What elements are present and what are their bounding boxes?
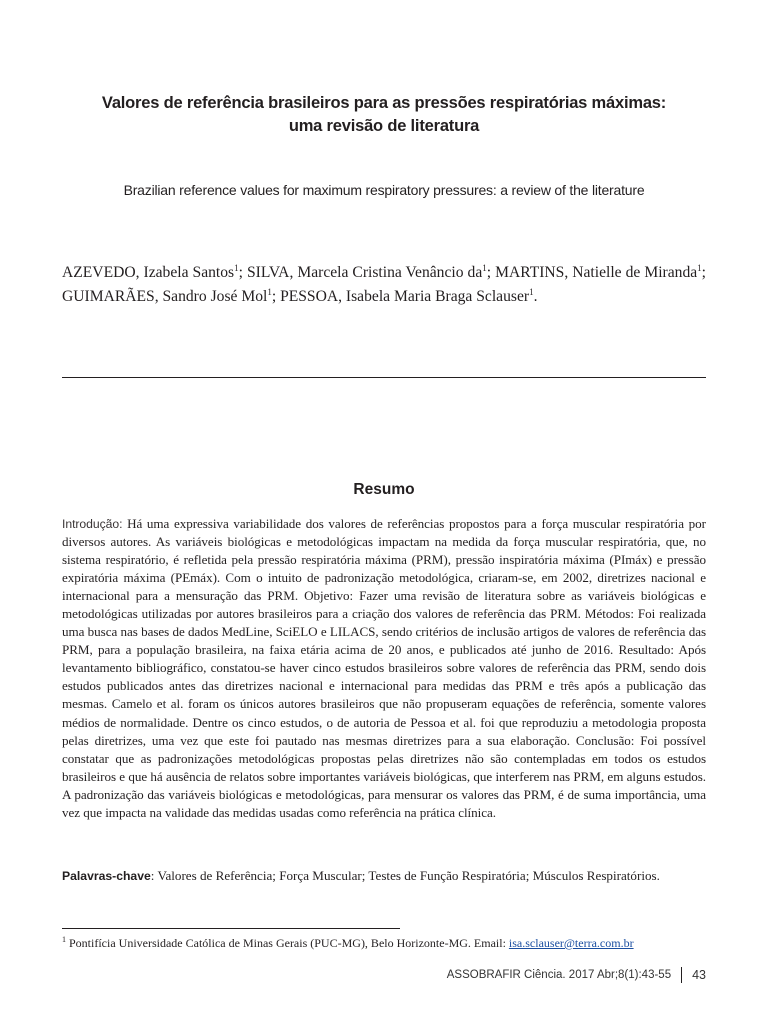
author: AZEVEDO, Izabela Santos$^1$; — [62, 262, 247, 281]
journal-citation: ASSOBRAFIR Ciência. 2017 Abr;8(1):43-55 — [446, 969, 672, 981]
page-number: 43 — [692, 968, 706, 982]
abstract-lead: Introdução: — [62, 517, 123, 531]
email-link[interactable]: isa.sclauser@terra.com.br — [508, 936, 634, 950]
footnote-marker: 1 — [62, 935, 66, 944]
keywords-text: : Valores de Referência; Força Muscular; Testes de Função Respiratória; Músculos Respiratórios. — [150, 868, 660, 883]
keywords-label: Palavras-chave — [62, 869, 151, 883]
keywords — [62, 867, 706, 885]
author-list — [62, 261, 706, 309]
footnote-text: Pontifícia Universidade Católica de Minas Gerais (PUC-MG), Belo Horizonte-MG. Email: — [69, 936, 509, 950]
english-title: Brazilian reference values for maximum respiratory pressures: a review of the literature — [123, 182, 645, 198]
footer-separator — [681, 967, 682, 983]
footnote — [62, 934, 706, 952]
author: SILVA, Marcela Cristina Venâncio $da^1$; — [246, 262, 496, 281]
author: PESSOA, Isabela Maria Braga Sclauser$^1$. — [280, 286, 538, 305]
article-title — [60, 92, 708, 138]
author: GUIMARÃES, Sandro José Mol$^1$; — [62, 286, 281, 305]
author: MARTINS, Natielle de Miranda$^1$; — [495, 262, 707, 281]
header-divider — [62, 377, 706, 378]
abstract-text: Há uma expressiva variabilidade dos valores de referências propostos para a força muscular respiratória por diversos autores. As variáveis biológicas e metodológicas impactam na medida da força muscular respiratória, que, no sistema respiratório, é refletida pela pressão respiratória máxima (PRM), pressão inspiratória máxima (PImáx) e pressão expiratória máxima (PEmáx). Com o intuito de padronização metodológica, criaram-se, em 2002, diretrizes nacional e internacional para a mensuração das PRM. Objetivo: Fazer uma revisão de literatura sobre as variáveis biológicas e metodológicas utilizadas por autores brasileiros para a criação dos valores de referência das PRM. Métodos: Foi realizada uma busca nas bases de dados MedLine, SciELO e LILACS, sendo critérios de inclusão artigos de valores de referência das PRM, para a população brasileira, na faixa etária acima de 20 anos, e publicados até junho de 2016. Resultado: Após levantamento bibliográfico, constatou-se haver cinco estudos brasileiros sobre valores de referência das PRM, sendo dois estudos publicados antes das diretrizes nacional e internacional para medidas das PRM e três após a publicação das mesmas. Camelo et al. foram os únicos autores brasileiros que não propuseram equações de referência, somente valores médios de normalidade. Dentre os cinco estudos, o de autoria de Pessoa et al. foi que reproduziu a metodologia proposta pelas diretrizes, uma vez que este foi pautado nas mesmas diretrizes para a sua elaboração. Conclusão: Foi possível constatar que as padronizações metodológicas propostas pelas diretrizes não são contempladas em todos os estudos brasileiros e que há ausência de relatos sobre importantes variáveis biológicas, que interferem nas PRM, em alguns estudos. A padronização das variáveis biológicas e metodológicas, para mensurar os valores das PRM, é de suma importância, uma vez que impacta na validade das medidas usadas como referência na prática clínica. — [62, 516, 706, 820]
abstract-heading: Resumo — [353, 481, 415, 498]
running-footer — [447, 967, 706, 983]
footnote-divider — [62, 928, 400, 929]
title-line-1: Valores de referência brasileiros para as pressões respiratórias máximas: — [101, 94, 667, 112]
abstract-body — [62, 515, 706, 822]
title-line-2: uma revisão de literatura — [288, 117, 480, 135]
